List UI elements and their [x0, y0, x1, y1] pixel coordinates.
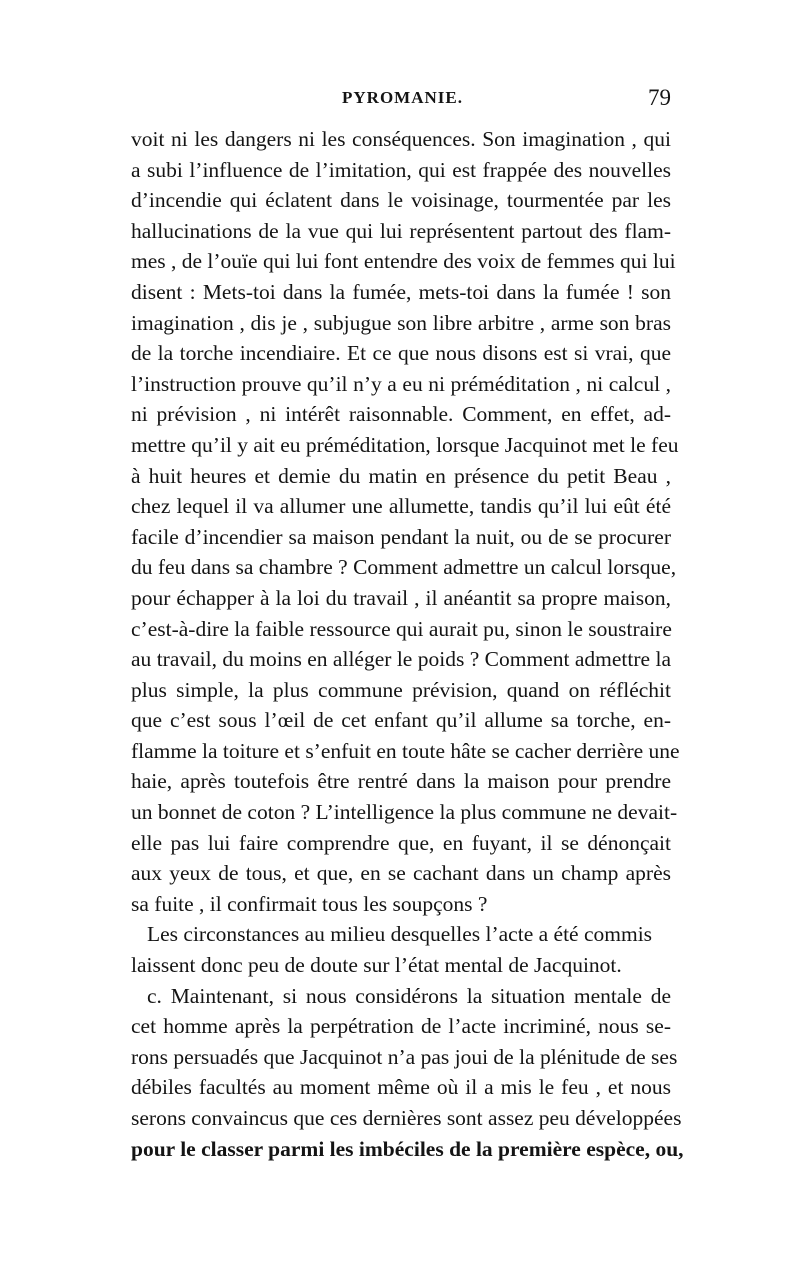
text-line: cet homme après la perpétration de l’acte incriminé, nous se-	[131, 1014, 671, 1039]
text-line: facile d’incendier sa maison pendant la nuit, ou de se procurer	[131, 524, 671, 549]
text-line: d’incendie qui éclatent dans le voisinage, tourmentée par les	[131, 188, 671, 213]
body-text	[131, 124, 684, 1164]
paragraph-start-line: c. Maintenant, si nous considérons la situation mentale de	[147, 983, 671, 1008]
text-line: mes , de l’ouïe qui lui font entendre des voix de femmes qui lui	[131, 249, 676, 274]
text-line: sa fuite , il confirmait tous les soupçons ?	[131, 891, 488, 916]
text-line: l’instruction prouve qu’il n’y a eu ni préméditation , ni calcul ,	[131, 371, 671, 396]
text-line: aux yeux de tous, et que, en se cachant dans un champ après	[131, 861, 671, 886]
text-line: débiles facultés au moment même où il a mis le feu , et nous	[131, 1075, 671, 1100]
running-header	[0, 85, 800, 118]
text-line: elle pas lui faire comprendre que, en fuyant, il se dénonçait	[131, 830, 671, 855]
text-line: serons convaincus que ces dernières sont assez peu développées	[131, 1106, 682, 1130]
text-line: flamme la toiture et s’enfuit en toute hâte se cacher derrière une	[131, 738, 680, 763]
text-line: voit ni les dangers ni les conséquences. Son imagination , qui	[131, 127, 671, 151]
text-line: disent : Mets-toi dans la fumée, mets-toi dans la fumée ! son	[131, 279, 671, 304]
text-line: au travail, du moins en alléger le poids ? Comment admettre la	[131, 647, 671, 672]
text-line: imagination , dis je , subjugue son libre arbitre , arme son bras	[131, 310, 671, 335]
text-line: chez lequel il va allumer une allumette, tandis qu’il lui eût été	[131, 494, 671, 519]
text-line: de la torche incendiaire. Et ce que nous disons est si vrai, que	[131, 341, 671, 366]
text-line: laissent donc peu de doute sur l’état mental de Jacquinot.	[131, 953, 622, 978]
text-line: pour échapper à la loi du travail , il anéantit sa propre maison,	[131, 585, 671, 610]
text-line: mettre qu’il y ait eu préméditation, lorsque Jacquinot met le feu	[131, 432, 679, 457]
text-line: c’est-à-dire la faible ressource qui aurait pu, sinon le soustraire	[131, 616, 672, 641]
text-line: plus simple, la plus commune prévision, quand on réfléchit	[131, 677, 671, 702]
text-line: à huit heures et demie du matin en présence du petit Beau ,	[131, 463, 671, 488]
text-line: haie, après toutefois être rentré dans la maison pour prendre	[131, 769, 671, 794]
text-line: a subi l’influence de l’imitation, qui est frappée des nouvelles	[131, 157, 671, 182]
text-line: que c’est sous l’œil de cet enfant qu’il allume sa torche, en-	[131, 708, 671, 733]
running-title: PYROMANIE.	[342, 88, 463, 107]
paragraph-start-line: Les circonstances au milieu desquelles l’acte a été commis	[147, 922, 653, 947]
text-line: un bonnet de coton ? L’intelligence la plus commune ne devait-	[131, 800, 678, 825]
text-line: rons persuadés que Jacquinot n’a pas joui de la plénitude de ses	[131, 1044, 678, 1069]
text-line: pour le classer parmi les imbéciles de la première espèce, ou,	[131, 1136, 684, 1161]
text-line: du feu dans sa chambre ? Comment admettre un calcul lorsque,	[131, 555, 677, 580]
page-number: 79	[648, 85, 671, 110]
text-line: ni prévision , ni intérêt raisonnable. Comment, en effet, ad-	[131, 402, 671, 427]
text-line: hallucinations de la vue qui lui représentent partout des flam-	[131, 218, 671, 243]
